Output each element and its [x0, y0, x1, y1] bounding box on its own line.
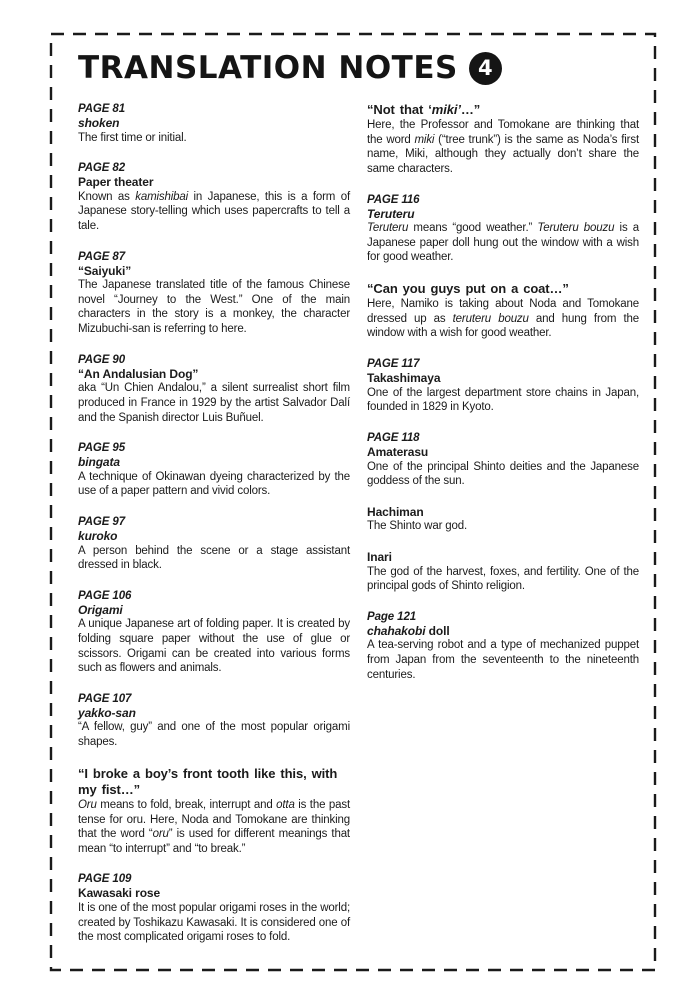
note-body: A unique Japanese art of folding paper. It is created by folding square paper without the use of glue or scissors. Origami can be created into various forms such as flowers and animals.	[78, 618, 350, 675]
note-term: Origami	[78, 602, 123, 617]
note-entry	[367, 281, 639, 341]
note-body: One of the largest department store chains in Japan, founded in 1829 in Kyoto.	[367, 386, 639, 414]
note-term: Teruteru	[367, 206, 415, 221]
note-page-label: PAGE 109	[78, 873, 132, 886]
note-term: “I broke a boy’s front tooth like this, with my fist…”	[78, 765, 338, 797]
note-entry	[78, 515, 350, 573]
note-entry	[78, 872, 350, 944]
note-entry	[367, 431, 639, 489]
note-body: A person behind the scene or a stage assistant dressed in black.	[78, 544, 350, 572]
note-entry	[78, 441, 350, 499]
volume-number-badge: 4	[469, 52, 502, 85]
note-body: The first time or initial.	[78, 131, 187, 144]
note-term: “Saiyuki”	[78, 263, 132, 278]
note-page-label: PAGE 82	[78, 162, 126, 175]
left-column	[78, 102, 350, 961]
note-body: aka “Un Chien Andalou,” a silent surrealist short film produced in France in 1929 by the artist Salvador Dalí and the Spanish director Luis Buñuel.	[78, 382, 350, 424]
note-page-label: PAGE 116	[367, 193, 420, 206]
note-term: bingata	[78, 455, 120, 470]
note-body: Oru means to fold, break, interrupt and otta is the past tense for oru. Here, Noda and Tomokane are thinking that the word “oru” is used for different meanings that mean “to interrupt” and “to break.”	[78, 799, 350, 855]
note-body: “A fellow, guy” and one of the most popular origami shapes.	[78, 721, 350, 748]
note-body: Here, the Professor and Tomokane are thinking that the word miki (“tree trunk”) is the same as Noda’s first name, Miki, although they actually don’t share the same characters.	[367, 119, 640, 176]
note-term: kuroko	[78, 528, 118, 543]
note-body: Teruteru means “good weather.” Teruteru bouzu is a Japanese paper doll hung out the window with a wish for good weather.	[367, 222, 639, 264]
note-term: “Not that ‘miki’…”	[367, 102, 481, 117]
note-page-label: PAGE 118	[367, 431, 420, 444]
note-body: One of the principal Shinto deities and the Japanese goddess of the sun.	[367, 460, 639, 488]
note-term: chahakobi doll	[367, 623, 450, 638]
note-page-label: PAGE 117	[367, 358, 420, 371]
note-page-label: PAGE 81	[78, 103, 126, 115]
note-term: Amaterasu	[367, 444, 429, 459]
note-body: The Japanese translated title of the famous Chinese novel “Journey to the West.” One of the main characters in the story is a monkey, the character Mizubuchi-san is referring to here.	[78, 279, 350, 336]
note-entry	[78, 766, 350, 857]
note-page-label: PAGE 107	[78, 692, 132, 705]
note-entry	[367, 193, 639, 265]
note-term: shoken	[78, 116, 120, 131]
note-term: Takashimaya	[367, 371, 441, 386]
notes-sheet	[50, 33, 656, 971]
note-entry	[367, 357, 639, 415]
note-body: Known as kamishibai in Japanese, this is a form of Japanese story-telling which uses papercrafts to tell a tale.	[78, 190, 350, 233]
note-term: Inari	[367, 549, 392, 564]
note-body: A tea-serving robot and a type of mechanized puppet from Japan from the seventeenth to the nineteenth centuries.	[367, 639, 639, 681]
note-page-label: Page 121	[367, 610, 417, 623]
note-page-label: PAGE 106	[78, 589, 132, 602]
right-column	[367, 102, 639, 961]
page-title: TRANSLATION NOTES	[78, 50, 458, 86]
note-term: “An Andalusian Dog”	[78, 366, 199, 381]
note-body: The god of the harvest, foxes, and fertility. One of the principal gods of Shinto religion.	[367, 565, 639, 593]
note-body: A technique of Okinawan dyeing characterized by the use of a paper pattern and vivid colors.	[78, 470, 350, 498]
note-term: Paper theater	[78, 175, 154, 190]
note-page-label: PAGE 95	[78, 442, 126, 455]
note-entry	[367, 550, 639, 594]
note-body: It is one of the most popular origami roses in the world; created by Toshikazu Kawasaki. It is considered one of the most complicated origami roses to fold.	[78, 902, 350, 944]
title-row	[78, 48, 640, 88]
note-term: yakko-san	[78, 705, 136, 720]
note-body: Here, Namiko is taking about Noda and Tomokane dressed up as teruteru bouzu and hung from the window with a wish for good weather.	[367, 298, 639, 340]
note-entry	[78, 161, 350, 233]
note-page-label: PAGE 87	[78, 250, 126, 263]
note-entry	[78, 589, 350, 676]
note-page-label: PAGE 97	[78, 515, 126, 528]
note-entry	[367, 610, 639, 682]
note-entry	[78, 102, 350, 145]
note-term: Kawasaki rose	[78, 886, 161, 901]
note-entry	[367, 102, 639, 177]
note-page-label: PAGE 90	[78, 353, 126, 366]
note-entry	[78, 250, 350, 337]
note-term: “Can you guys put on a coat…”	[367, 281, 569, 297]
notes-columns	[78, 102, 640, 961]
note-term: Hachiman	[367, 504, 424, 519]
note-entry	[78, 353, 350, 425]
note-body: The Shinto war god.	[367, 520, 468, 533]
note-entry	[78, 692, 350, 750]
note-entry	[367, 505, 639, 534]
